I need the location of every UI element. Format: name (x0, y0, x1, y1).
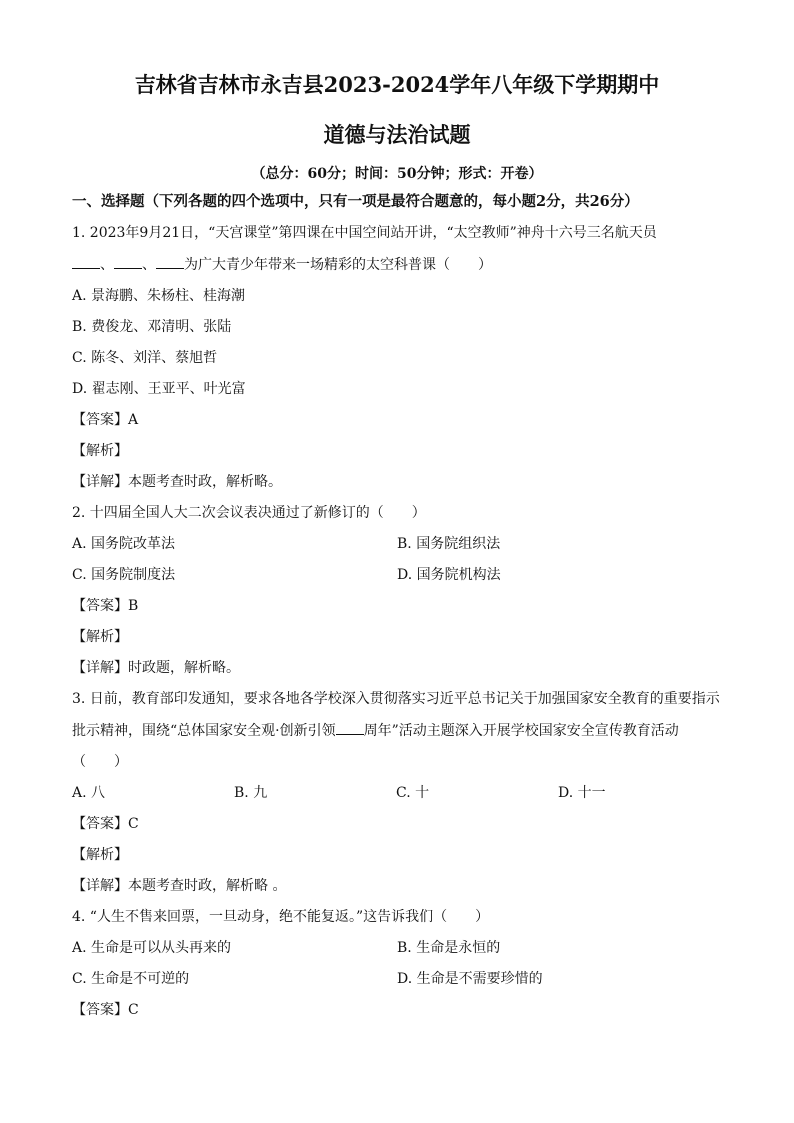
answer-blank (336, 720, 364, 735)
question-4-option-a: A. 生命是可以从头再来的 (72, 940, 232, 956)
question-2-detail: 【详解】时政题，解析略。 (72, 660, 240, 676)
answer-blank (72, 254, 100, 269)
answer-blank (156, 254, 184, 269)
question-1-option-c: C. 陈冬、刘洋、蔡旭哲 (72, 350, 218, 366)
question-2-option-c: C. 国务院制度法 (72, 567, 176, 583)
question-4-option-b: B. 生命是永恒的 (397, 940, 501, 956)
question-2-stem: 2. 十四届全国人大二次会议表决通过了新修订的（ ） (72, 505, 426, 521)
exam-title: 吉林省吉林市永吉县2023-2024学年八年级下学期期中 (134, 72, 660, 97)
question-4-option-d: D. 生命是不需要珍惜的 (397, 971, 543, 987)
question-2-option-a: A. 国务院改革法 (72, 536, 176, 552)
question-3-stem-line2: 批示精神，围绕“总体国家安全观·创新引领 周年”活动主题深入开展学校国家安全宣传教育活动 (72, 720, 722, 741)
question-1-option-b: B. 费俊龙、邓清明、张陆 (72, 319, 232, 335)
question-3-option-c: C. 十 (396, 785, 430, 801)
question-1-answer: 【答案】A (72, 412, 139, 428)
question-3-answer: 【答案】C (72, 816, 139, 832)
question-3-stem-line1: 3. 日前，教育部印发通知，要求各地各学校深入贯彻落实习近平总书记关于加强国家安全教育的重要指示 (72, 691, 720, 707)
question-1-stem-line1: 1. 2023年9月21日，“天宫课堂”第四课在中国空间站开讲，“太空教师”神舟十六号三名航天员 (72, 225, 657, 241)
question-2-options-row2 (72, 565, 722, 585)
question-2-option-b: B. 国务院组织法 (397, 536, 501, 552)
question-4-answer: 【答案】C (72, 1002, 139, 1018)
question-2-answer: 【答案】B (72, 598, 139, 614)
question-1-detail: 【详解】本题考查时政，解析略。 (72, 474, 282, 490)
question-4-stem: 4. “人生不售来回票，一旦动身，绝不能复返。”这告诉我们（ ） (72, 909, 490, 925)
question-4-option-c: C. 生命是不可逆的 (72, 971, 190, 987)
question-2-analysis: 【解析】 (72, 629, 128, 645)
question-1-stem-line2: 、 、 为广大青少年带来一场精彩的太空科普课（ ） (72, 254, 722, 275)
question-1-option-d: D. 翟志刚、王亚平、叶光富 (72, 381, 246, 397)
question-3-option-a: A. 八 (72, 785, 106, 801)
section-heading: 一、选择题（下列各题的四个选项中，只有一项是最符合题意的，每小题2分，共26分） (72, 193, 639, 210)
answer-blank (114, 254, 142, 269)
question-2-options-row1 (72, 534, 722, 554)
question-3-option-b: B. 九 (234, 785, 268, 801)
exam-subject-title: 道德与法治试题 (323, 122, 471, 147)
exam-meta: （总分：60分；时间：50分钟；形式：开卷） (251, 166, 543, 182)
question-1-analysis: 【解析】 (72, 443, 128, 459)
question-2-option-d: D. 国务院机构法 (397, 567, 501, 583)
question-3-options (72, 783, 722, 803)
question-3-analysis: 【解析】 (72, 847, 128, 863)
question-3-option-d: D. 十一 (558, 785, 606, 801)
question-4-options-row1 (72, 938, 722, 958)
question-4-options-row2 (72, 969, 722, 989)
question-3-stem-line3: （ ） (72, 754, 128, 770)
question-1-option-a: A. 景海鹏、朱杨柱、桂海潮 (72, 288, 246, 304)
question-3-detail: 【详解】本题考查时政，解析略 。 (72, 878, 287, 894)
